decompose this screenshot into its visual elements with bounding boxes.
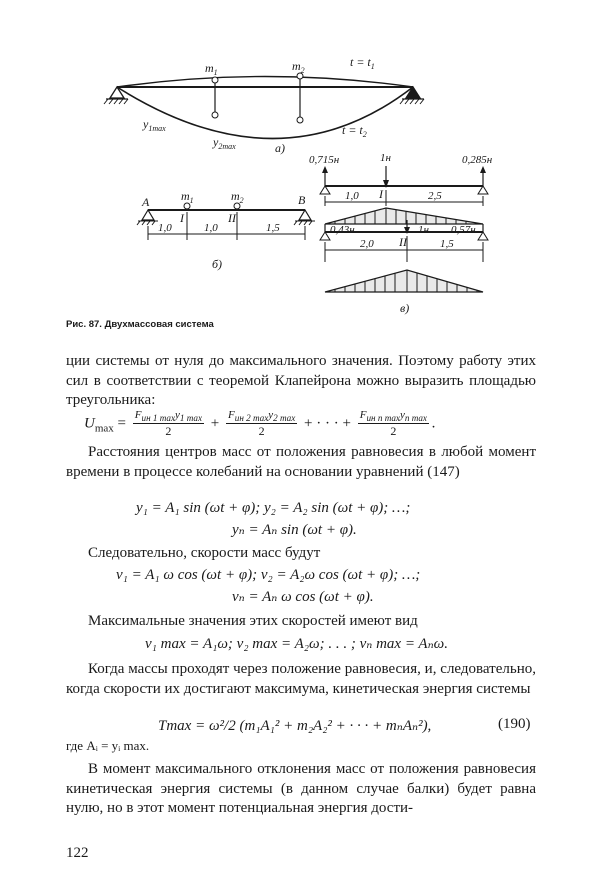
force-1-bottom: 1н [418, 224, 429, 236]
dim-b-2: 1,0 [204, 222, 218, 234]
paragraph-2: Расстояния центров масс от положения равновесия в любой момент времени в процессе колебаний на основании уравнений (147) [66, 444, 536, 480]
label-I-b: I [180, 211, 184, 225]
mass-1-bottom [212, 112, 218, 118]
equation-tmax: Tmax = ω²/2 (m₁A₁² + m₂A₂² + · · · + mₙAₙ²), [158, 718, 432, 734]
label-m2-b: $m_2$ [231, 189, 244, 205]
subfigure-b [137, 189, 315, 271]
label-subfigure-a: a) [275, 141, 285, 155]
label-t1: $t = t_1$ [350, 55, 375, 71]
equation-umax: $U_{max}$ = $\frac{F_{ин 1 max}y_{1 max}}{2}$ + $\frac{F_{ин 2 max}y_{2 max}}{2}$ + · · · + $\frac{F_{ин n max}y_{n max}}{2}$ . [84, 409, 436, 439]
dim-b-1: 1,0 [158, 222, 172, 234]
dim-c-bottom-2: 1,5 [440, 238, 454, 250]
page-number: 122 [66, 845, 89, 861]
support-left-a [104, 87, 128, 104]
figure-caption: Рис. 87. Двухмассовая система [66, 319, 214, 330]
label-B: B [298, 193, 306, 207]
support-right-b [294, 210, 315, 225]
equation-v-line2: vₙ = Aₙ ω cos (ωt + φ). [232, 589, 374, 605]
label-A: A [142, 195, 150, 209]
force-057: 0,57н [451, 224, 476, 236]
equation-number-190: (190) [498, 716, 531, 732]
figure-87 [0, 0, 600, 320]
dim-b-3: 1,5 [266, 222, 280, 234]
label-II-b: II [228, 211, 236, 225]
equation-v-line1: v₁ = A₁ ω cos (ωt + φ); v₂ = A₂ω cos (ωt + φ); …; [116, 567, 421, 583]
support-left-b [137, 210, 158, 225]
label-II-c: II [399, 235, 407, 249]
equation-y-line1: y₁ = A₁ sin (ωt + φ); y₂ = A₂ sin (ωt + φ); …; [136, 500, 411, 516]
label-m1-b: $m_1$ [181, 189, 194, 205]
paragraph-4: Максимальные значения этих скоростей имеют вид [88, 613, 418, 629]
label-I-c: I [379, 187, 383, 201]
paragraph-1: ции системы от нуля до максимального значения. Поэтому работу этих сил в соответствии с теоремой Клапейрона можно выразить площадью треугольника: [66, 353, 536, 408]
force-043: 0,43н [330, 224, 355, 236]
label-subfigure-c: в) [400, 301, 410, 315]
paragraph-3: Следовательно, скорости масс будут [88, 545, 321, 561]
dim-c-top-1: 1,0 [345, 190, 359, 202]
force-0285: 0,285н [462, 154, 493, 166]
mass-2-bottom [297, 117, 303, 123]
equation-y-line2: yₙ = Aₙ sin (ωt + φ). [232, 522, 357, 538]
mass-1-top [212, 77, 218, 83]
dim-c-bottom-1: 2,0 [360, 238, 374, 250]
label-m2-a: $m_2$ [292, 59, 305, 75]
paragraph-5: Когда массы проходят через положение равновесия, и, следовательно, когда скорости их достигают максимума, кинетическая энергия системы [66, 661, 536, 697]
support-right-a [400, 87, 424, 104]
subfigure-c [309, 152, 493, 315]
paragraph-6: В момент максимального отклонения масс от положения равновесия кинетическая энергия системы (в данном случае балки) будет равна нулю, но в этот момент потенциальная энергия дости- [66, 761, 536, 816]
force-0715: 0,715н [309, 154, 340, 166]
moment-diagram-2 [325, 270, 483, 292]
label-subfigure-b: б) [212, 257, 223, 271]
label-y2max: $y_{2max}$ [213, 135, 236, 151]
subfigure-a [104, 55, 424, 155]
dim-c-top-2: 2,5 [428, 190, 442, 202]
label-y1max: $y_{1max}$ [143, 117, 166, 133]
moment-diagram-1 [325, 208, 483, 224]
force-1-top: 1н [380, 152, 391, 164]
label-m1-a: $m_1$ [205, 61, 218, 77]
equation-vmax: v₁ max = A₁ω; v₂ max = A₂ω; . . . ; vₙ max = Aₙω. [145, 636, 449, 652]
deflection-t1-curve [117, 77, 413, 88]
label-t2: $t = t_2$ [342, 123, 367, 139]
where-clause: где Aᵢ = yᵢ max. [66, 738, 150, 753]
